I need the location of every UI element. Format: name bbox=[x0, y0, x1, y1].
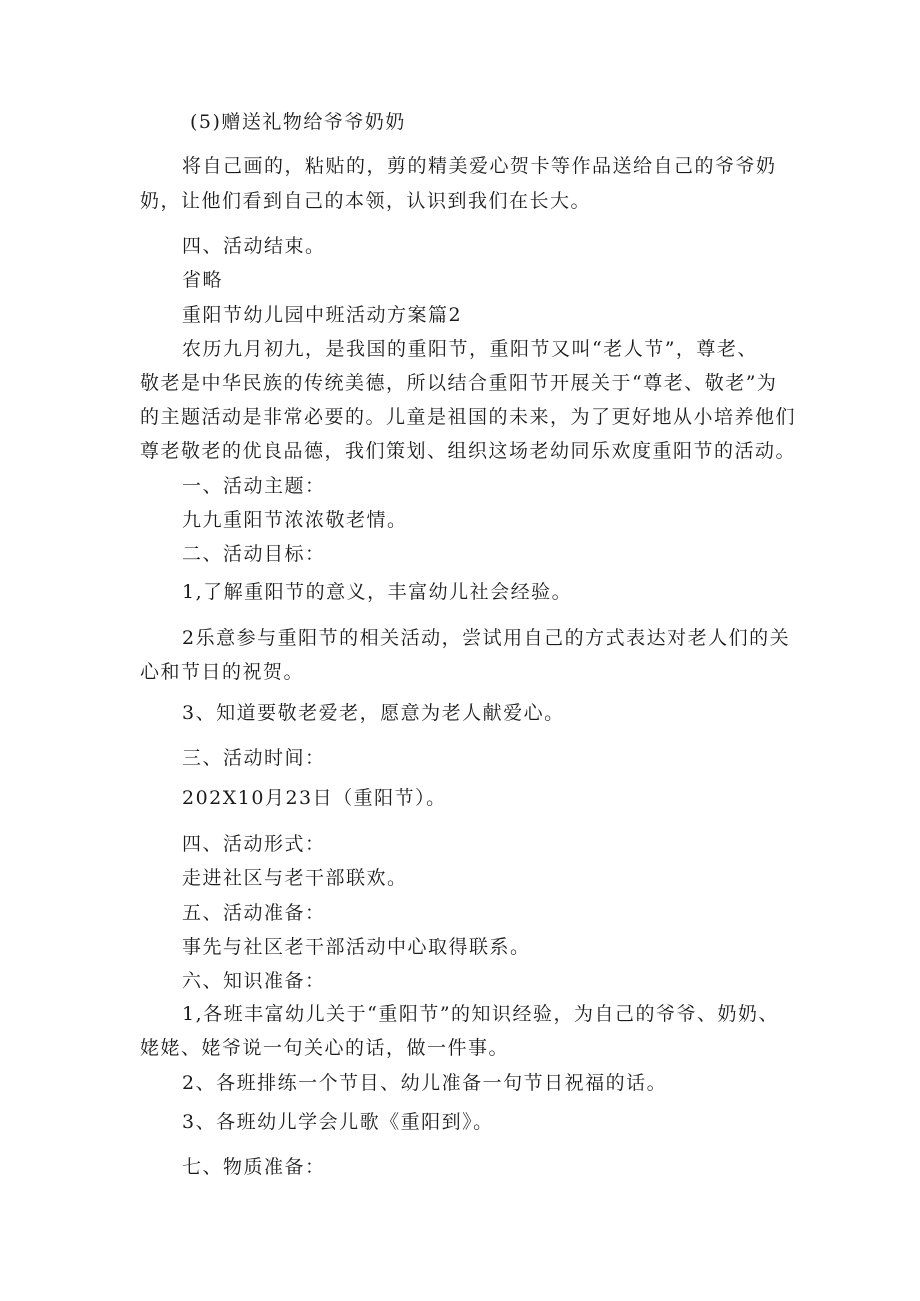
text-line: 1,了解重阳节的意义，丰富幼儿社会经验。 bbox=[182, 581, 573, 603]
text-line: 3、各班幼儿学会儿歌《重阳到》。 bbox=[182, 1111, 494, 1133]
text-line: 尊老敬老的优良品德，我们策划、组织这场老幼同乐欢度重阳节的活动。 bbox=[140, 440, 797, 462]
text-line: 的主题活动是非常必要的。儿童是祖国的未来，为了更好地从小培养他们 bbox=[140, 406, 797, 428]
text-line: (5)赠送礼物给爷爷奶奶 bbox=[190, 111, 406, 133]
section-heading: 七、物质准备： bbox=[182, 1156, 326, 1178]
text-line: 事先与社区老干部活动中心取得联系。 bbox=[182, 936, 531, 958]
text-line: 2、各班排练一个节目、幼儿准备一句节日祝福的话。 bbox=[182, 1072, 668, 1094]
text-line: 农历九月初九，是我国的重阳节，重阳节又叫“老人节”，尊老、 bbox=[182, 338, 758, 360]
text-line: 1,各班丰富幼儿关于“重阳节”的知识经验，为自己的爷爷、奶奶、 bbox=[182, 1003, 780, 1025]
text-line: 心和节日的祝贺。 bbox=[140, 661, 305, 683]
text-line: 3、知道要敬老爱老，愿意为老人献爱心。 bbox=[182, 702, 565, 724]
text-line: 省略 bbox=[182, 269, 224, 291]
text-line: 敬老是中华民族的传统美德，所以结合重阳节开展关于“尊老、敬老”为 bbox=[140, 372, 778, 394]
text-line: 2乐意参与重阳节的相关活动，尝试用自己的方式表达对老人们的关 bbox=[182, 627, 791, 649]
section-heading: 四、活动结束。 bbox=[182, 235, 326, 257]
section-heading: 三、活动时间： bbox=[182, 747, 326, 769]
section-heading: 六、知识准备： bbox=[182, 970, 326, 992]
section-heading: 五、活动准备： bbox=[182, 902, 326, 924]
text-line: 202X10月23日（重阳节）。 bbox=[182, 787, 447, 809]
text-line: 姥姥、姥爷说一句关心的话，做一件事。 bbox=[140, 1037, 510, 1059]
article-heading: 重阳节幼儿园中班活动方案篇2 bbox=[182, 304, 463, 326]
text-line: 九九重阳节浓浓敬老情。 bbox=[182, 509, 408, 531]
text-line: 走进社区与老干部联欢。 bbox=[182, 867, 408, 889]
section-heading: 二、活动目标： bbox=[182, 543, 326, 565]
section-heading: 一、活动主题： bbox=[182, 475, 326, 497]
text-line: 奶，让他们看到自己的本领，认识到我们在长大。 bbox=[140, 190, 592, 212]
text-line: 将自己画的，粘贴的，剪的精美爱心贺卡等作品送给自己的爷爷奶 bbox=[182, 155, 777, 177]
section-heading: 四、活动形式： bbox=[182, 833, 326, 855]
